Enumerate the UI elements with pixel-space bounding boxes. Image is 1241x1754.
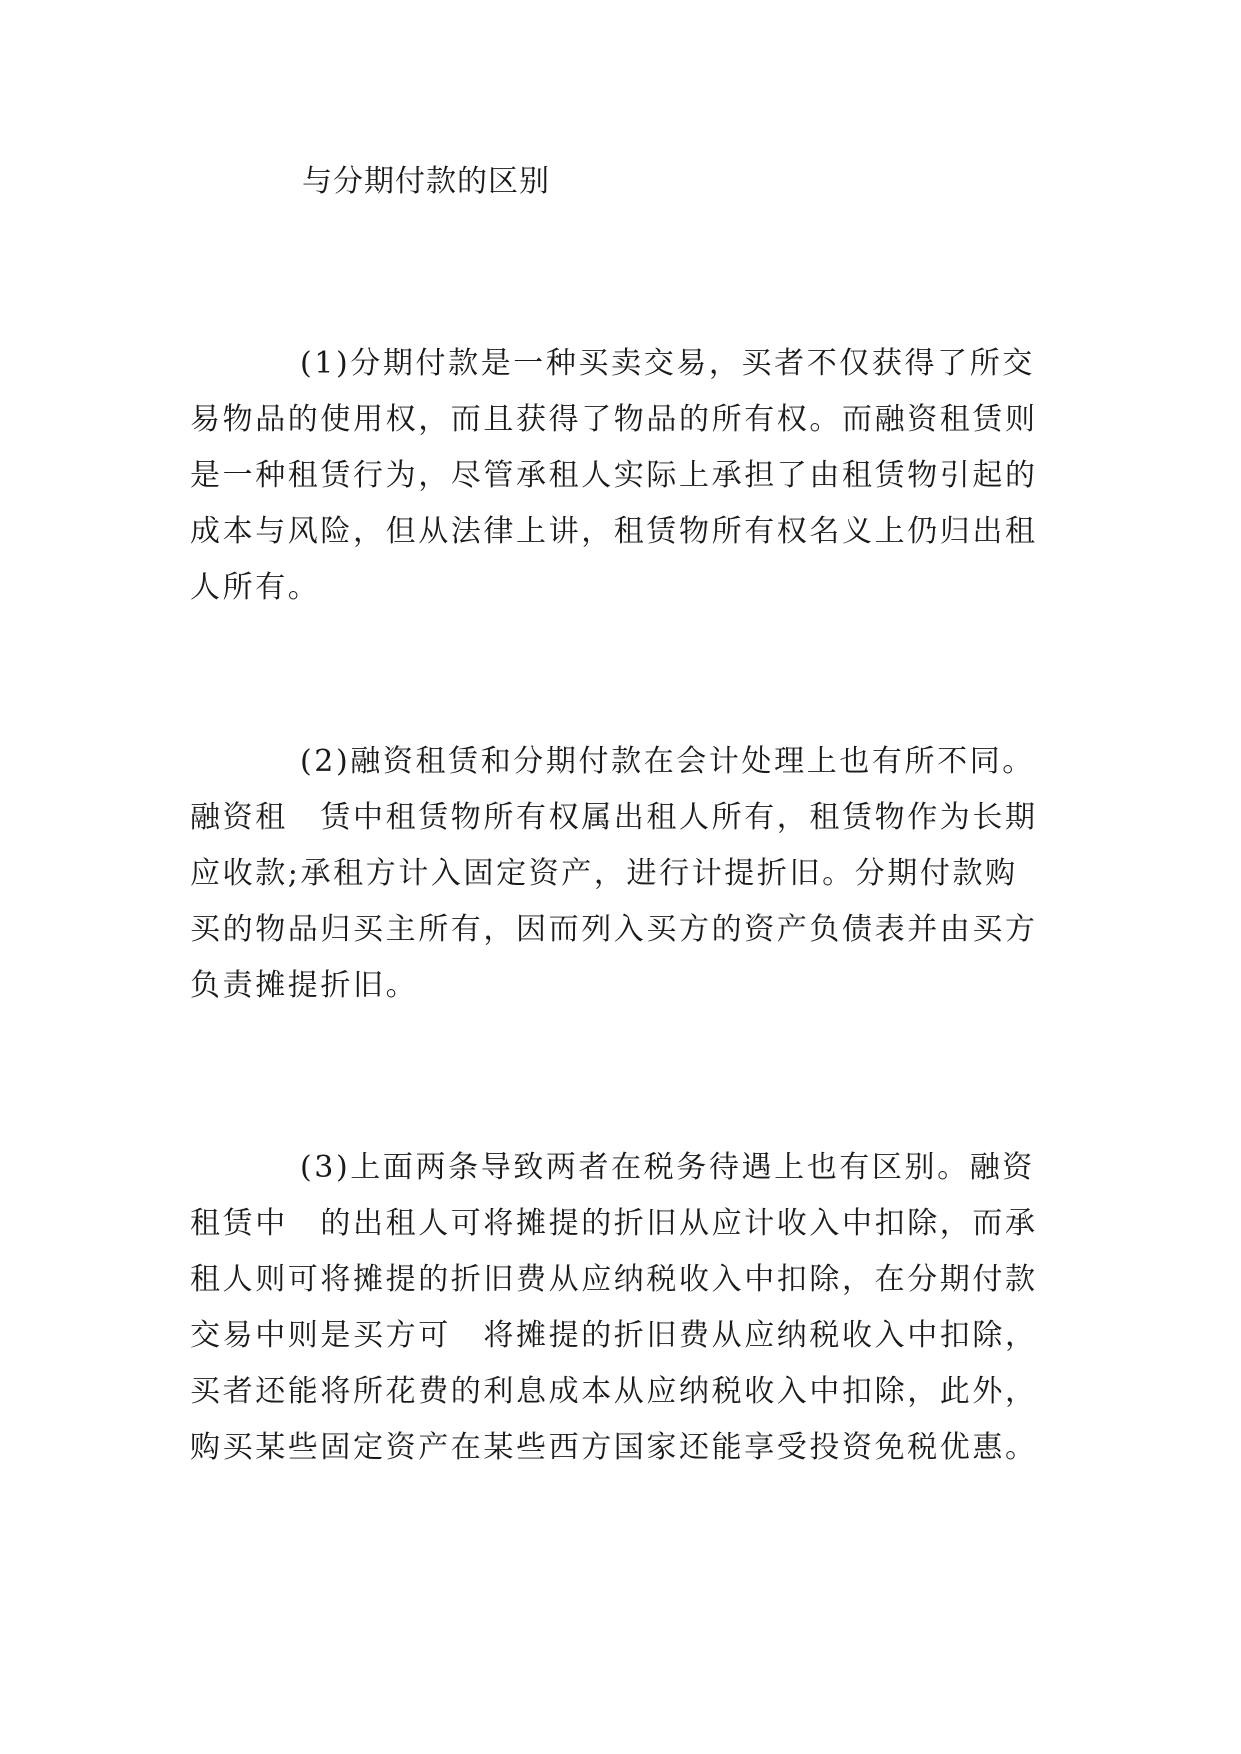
paragraph-line: 负责摊提折旧。 — [190, 968, 419, 1003]
paragraph-line: 租赁中 的出租人可将摊提的折旧从应计收入中扣除，而承 — [190, 1206, 1038, 1241]
paragraph-line: 买的物品归买主所有，因而列入买方的资产负债表并由买方 — [190, 912, 1038, 947]
paragraph-line: 买者还能将所花费的利息成本从应纳税收入中扣除，此外， — [190, 1374, 1038, 1409]
paragraph-line: 购买某些固定资产在某些西方国家还能享受投资免税优惠。 — [190, 1430, 1038, 1465]
paragraph-line: (2)融资租赁和分期付款在会计处理上也有所不同。 — [300, 744, 1035, 779]
paragraph-line: (3)上面两条导致两者在税务待遇上也有区别。融资 — [300, 1150, 1035, 1185]
paragraph-line: (1)分期付款是一种买卖交易，买者不仅获得了所交 — [300, 346, 1035, 381]
paragraph-line: 人所有。 — [190, 570, 321, 605]
section-heading: 与分期付款的区别 — [302, 164, 550, 199]
paragraph-1 — [190, 336, 1090, 616]
paragraph-3 — [190, 1140, 1090, 1476]
paragraph-line: 交易中则是买方可 将摊提的折旧费从应纳税收入中扣除， — [190, 1318, 1038, 1353]
paragraph-line: 租人则可将摊提的折旧费从应纳税收入中扣除，在分期付款 — [190, 1262, 1038, 1297]
paragraph-line: 融资租 赁中租赁物所有权属出租人所有，租赁物作为长期 — [190, 800, 1038, 835]
paragraph-line: 是一种租赁行为，尽管承租人实际上承担了由租赁物引起的 — [190, 458, 1038, 493]
paragraph-line: 易物品的使用权，而且获得了物品的所有权。而融资租赁则 — [190, 402, 1038, 437]
paragraph-line: 成本与风险，但从法律上讲，租赁物所有权名义上仍归出租 — [190, 514, 1038, 549]
paragraph-line: 应收款;承租方计入固定资产，进行计提折旧。分期付款购 — [190, 856, 1018, 891]
paragraph-2 — [190, 734, 1090, 1014]
